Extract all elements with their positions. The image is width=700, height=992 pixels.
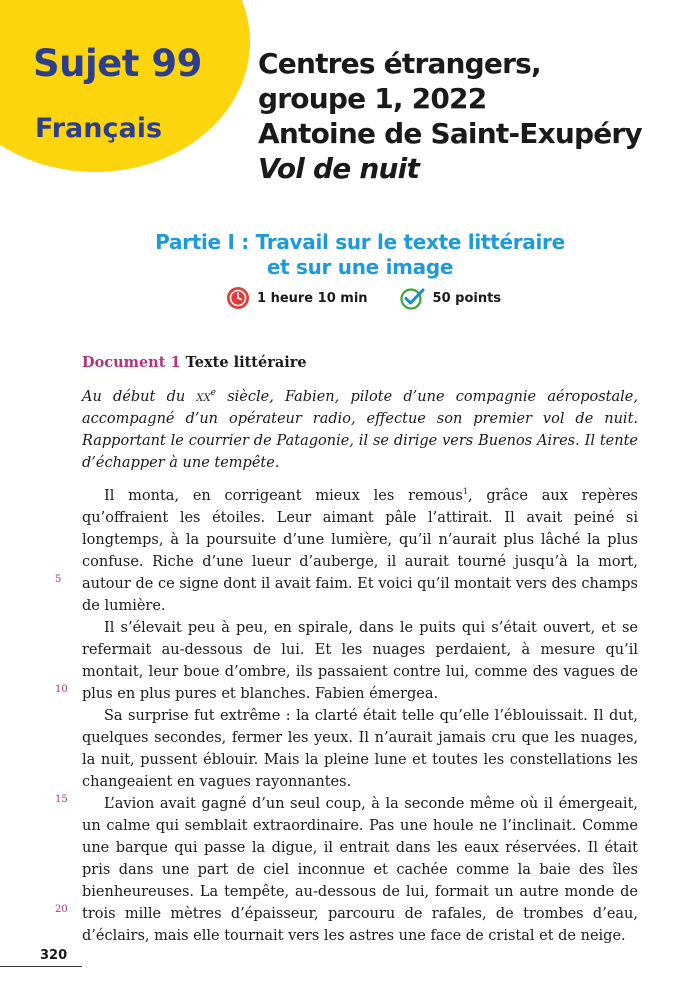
part-title-line-2: et sur une image	[266, 255, 454, 279]
paragraph-3: Sa surprise fut extrême : la clarté était telle qu’elle l’éblouissait. Il dut, quelques secondes, fermer les yeux. Il n’aurait jamais cru que les nuages, la nuit, pussent éblouir. Mais la pleine lune et toutes les constellations les changeaient en vagues rayonnantes.	[82, 707, 638, 790]
line-number: 15	[55, 794, 68, 805]
century-superscript: e	[210, 388, 216, 398]
exam-line-1: Centres étrangers,	[258, 47, 541, 80]
part-title-line-1: Partie I : Travail sur le texte littéraire	[155, 230, 565, 254]
paragraph-1	[82, 481, 638, 617]
footnote-marker: 1	[462, 487, 468, 496]
clock-icon	[226, 286, 257, 310]
subject-badge	[0, 0, 250, 172]
paragraph-4: L’avion avait gagné d’un seul coup, à la seconde même où il émergeait, un calme qui semblait extraordinaire. Pas une houle ne l’inclinait. Comme une barque qui passe la digue, il entrait dans les eaux réservées. Il était pris dans une part de ciel inconnue et cachée comme la baie des îles bienheureuses. La tempête, au-dessous de lui, formait un autre monde de trois mille mètres d’épaisseur, parcouru de rafales, de trombes d’eau, d’éclairs, mais elle tournait vers les astres une face de cristal et de neige.	[82, 795, 638, 944]
exam-line-2: groupe 1, 2022	[258, 82, 487, 115]
subject-number: Sujet 99	[33, 42, 202, 85]
part-meta	[226, 286, 501, 310]
document-kind: Texte littéraire	[185, 354, 307, 371]
intro-text-start: Au début du	[82, 388, 197, 405]
discipline: Français	[35, 113, 163, 144]
intro-text-end: siècle, Fabien, pilote d’une compagnie aéropostale, accompagné d’un opérateur radio, effectue son premier vol de nuit. Rapportant le courrier de Patagonie, il se dirige vers Buenos Aires. Il tente d’échapper à une tempête.	[82, 388, 638, 471]
duration-info	[226, 286, 368, 310]
literary-text	[82, 481, 638, 947]
line-number: 20	[55, 904, 68, 915]
page-number: 320	[40, 948, 68, 963]
document-intro	[82, 382, 638, 474]
exam-heading	[258, 46, 688, 186]
author: Antoine de Saint-Exupéry	[258, 117, 642, 150]
footer-rule	[0, 966, 82, 967]
line-number: 10	[55, 684, 68, 695]
duration-label: 1 heure 10 min	[257, 290, 368, 306]
paragraph-1-start: Il monta, en corrigeant mieux les remous	[104, 487, 463, 504]
document-label	[82, 354, 307, 371]
checkmark-icon	[400, 286, 433, 310]
paragraph-2: Il s’élevait peu à peu, en spirale, dans le puits qui s’était ouvert, et se refermait au-dessous de lui. Et les nuages perdaient, à mesure qu’il montait, leur boue d’ombre, ils passaient contre lui, comme des vagues de plus en plus pures et blanches. Fabien émergea.	[82, 619, 638, 702]
part-title	[130, 230, 590, 280]
century-numeral: xx	[196, 388, 211, 405]
line-number: 5	[55, 574, 62, 585]
points-info	[400, 286, 502, 310]
paragraph-1-end: , grâce aux repères qu’offraient les étoiles. Leur aimant pâle l’attirait. Il avait peiné si longtemps, à la poursuite d’une lumière, qu’il n’aurait plus lâché la plus confuse. Riche d’une lueur d’auberge, il aurait tourné jusqu’à la mort, autour de ce signe dont il avait faim. Et voici qu’il montait vers des champs de lumière.	[82, 487, 638, 614]
work-title: Vol de nuit	[258, 152, 420, 185]
points-label: 50 points	[432, 290, 502, 306]
document-number: Document 1	[82, 354, 181, 371]
